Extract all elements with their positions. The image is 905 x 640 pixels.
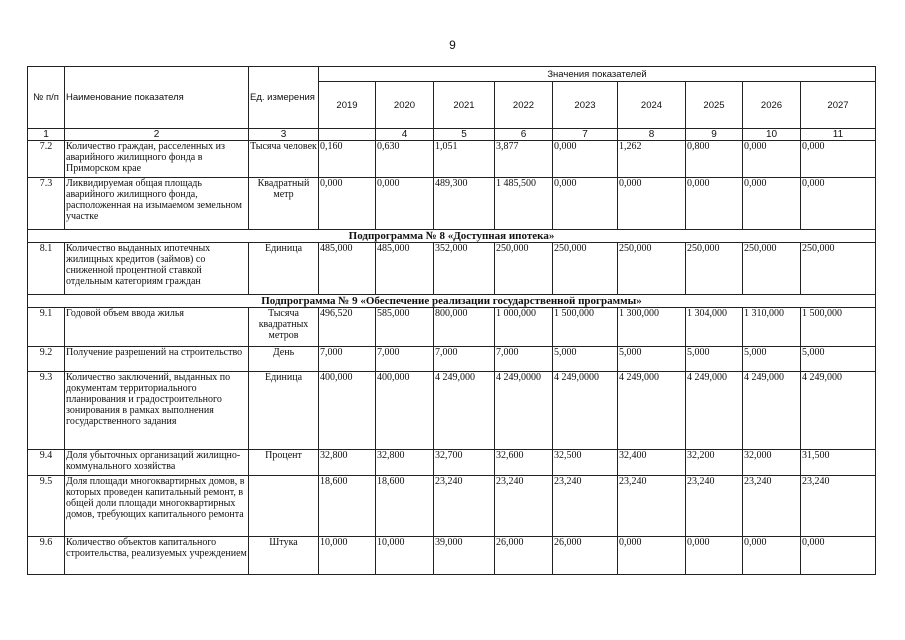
row-number: 7.2 bbox=[28, 141, 65, 178]
indicator-value: 23,240 bbox=[801, 476, 876, 537]
table-row bbox=[28, 178, 876, 230]
indicator-value: 0,000 bbox=[801, 178, 876, 230]
indicator-value: 0,000 bbox=[686, 178, 743, 230]
indicator-value: 250,000 bbox=[743, 243, 801, 295]
indicator-value: 5,000 bbox=[743, 347, 801, 372]
column-number: 5 bbox=[434, 129, 495, 141]
indicator-name: Доля убыточных организаций жилищно-коммунального хозяйства bbox=[65, 450, 249, 476]
unit-of-measure: Процент bbox=[249, 450, 319, 476]
row-number: 7.3 bbox=[28, 178, 65, 230]
indicator-value: 10,000 bbox=[376, 537, 434, 575]
indicator-value: 0,000 bbox=[553, 178, 618, 230]
indicator-value: 0,000 bbox=[743, 178, 801, 230]
header-year: 2024 bbox=[618, 82, 686, 129]
indicator-value: 250,000 bbox=[686, 243, 743, 295]
column-number: 1 bbox=[28, 129, 65, 141]
column-number: 3 bbox=[249, 129, 319, 141]
table-row bbox=[28, 308, 876, 347]
indicator-value: 4 249,000 bbox=[743, 372, 801, 450]
unit-of-measure: Тысяча квадратных метров bbox=[249, 308, 319, 347]
indicator-value: 1 300,000 bbox=[618, 308, 686, 347]
subprogram-header-row bbox=[28, 295, 876, 308]
indicator-value: 5,000 bbox=[618, 347, 686, 372]
indicator-value: 32,700 bbox=[434, 450, 495, 476]
indicator-value: 32,800 bbox=[376, 450, 434, 476]
header-year: 2023 bbox=[553, 82, 618, 129]
indicator-value: 5,000 bbox=[801, 347, 876, 372]
unit-of-measure bbox=[249, 476, 319, 537]
indicator-value: 23,240 bbox=[618, 476, 686, 537]
indicator-name: Годовой объем ввода жилья bbox=[65, 308, 249, 347]
header-name: Наименование показателя bbox=[65, 67, 249, 129]
column-number: 11 bbox=[801, 129, 876, 141]
indicator-value: 0,800 bbox=[686, 141, 743, 178]
indicator-value: 4 249,000 bbox=[618, 372, 686, 450]
table-row bbox=[28, 450, 876, 476]
row-number: 9.6 bbox=[28, 537, 65, 575]
unit-of-measure: Единица bbox=[249, 243, 319, 295]
indicator-name: Количество выданных ипотечных жилищных кредитов (займов) со сниженной процентной ставкой отдельным категориям граждан bbox=[65, 243, 249, 295]
indicator-value: 0,000 bbox=[618, 537, 686, 575]
indicator-value: 0,000 bbox=[618, 178, 686, 230]
table-row bbox=[28, 141, 876, 178]
indicator-value: 0,000 bbox=[376, 178, 434, 230]
indicator-value: 489,300 bbox=[434, 178, 495, 230]
indicator-value: 0,000 bbox=[801, 141, 876, 178]
indicator-name: Количество граждан, расселенных из аварийного жилищного фонда в Приморском крае bbox=[65, 141, 249, 178]
subprogram-title: Подпрограмма № 9 «Обеспечение реализации государственной программы» bbox=[28, 295, 876, 308]
indicator-value: 0,000 bbox=[553, 141, 618, 178]
column-number: 2 bbox=[65, 129, 249, 141]
indicator-value: 32,600 bbox=[495, 450, 553, 476]
indicator-value: 18,600 bbox=[376, 476, 434, 537]
indicator-value: 7,000 bbox=[495, 347, 553, 372]
indicator-value: 250,000 bbox=[801, 243, 876, 295]
indicator-value: 1,262 bbox=[618, 141, 686, 178]
column-number: 9 bbox=[686, 129, 743, 141]
indicator-value: 4 249,000 bbox=[434, 372, 495, 450]
indicator-value: 7,000 bbox=[376, 347, 434, 372]
indicator-value: 0,000 bbox=[743, 537, 801, 575]
indicator-value: 32,400 bbox=[618, 450, 686, 476]
row-number: 9.2 bbox=[28, 347, 65, 372]
indicator-value: 32,800 bbox=[319, 450, 376, 476]
indicator-value: 10,000 bbox=[319, 537, 376, 575]
indicator-value: 23,240 bbox=[743, 476, 801, 537]
header-year: 2026 bbox=[743, 82, 801, 129]
indicator-value: 23,240 bbox=[434, 476, 495, 537]
column-number: 6 bbox=[495, 129, 553, 141]
indicator-value: 585,000 bbox=[376, 308, 434, 347]
indicator-value: 7,000 bbox=[319, 347, 376, 372]
indicator-value: 0,630 bbox=[376, 141, 434, 178]
row-number: 9.3 bbox=[28, 372, 65, 450]
header-year: 2025 bbox=[686, 82, 743, 129]
column-number: 7 bbox=[553, 129, 618, 141]
indicator-value: 23,240 bbox=[495, 476, 553, 537]
indicator-value: 7,000 bbox=[434, 347, 495, 372]
indicator-value: 1 310,000 bbox=[743, 308, 801, 347]
indicator-value: 496,520 bbox=[319, 308, 376, 347]
indicator-value: 1 500,000 bbox=[553, 308, 618, 347]
row-number: 8.1 bbox=[28, 243, 65, 295]
header-values-group: Значения показателей bbox=[319, 67, 876, 82]
indicator-name: Количество заключений, выданных по документам территориального планирования и градостроительного зонирования в рамках выполнения государственного задания bbox=[65, 372, 249, 450]
row-number: 9.5 bbox=[28, 476, 65, 537]
indicator-name: Получение разрешений на строительство bbox=[65, 347, 249, 372]
indicator-value: 0,160 bbox=[319, 141, 376, 178]
row-number: 9.4 bbox=[28, 450, 65, 476]
indicator-value: 26,000 bbox=[553, 537, 618, 575]
indicator-value: 1 485,500 bbox=[495, 178, 553, 230]
indicator-value: 3,877 bbox=[495, 141, 553, 178]
unit-of-measure: День bbox=[249, 347, 319, 372]
indicator-value: 250,000 bbox=[618, 243, 686, 295]
indicator-value: 1,051 bbox=[434, 141, 495, 178]
indicator-value: 5,000 bbox=[686, 347, 743, 372]
header-year: 2027 bbox=[801, 82, 876, 129]
indicator-value: 4 249,0000 bbox=[495, 372, 553, 450]
indicator-value: 18,600 bbox=[319, 476, 376, 537]
page-number: 9 bbox=[449, 38, 456, 52]
indicators-table bbox=[27, 66, 876, 575]
indicator-value: 800,000 bbox=[434, 308, 495, 347]
subprogram-header-row bbox=[28, 230, 876, 243]
indicator-value: 0,000 bbox=[686, 537, 743, 575]
indicator-value: 23,240 bbox=[686, 476, 743, 537]
header-year: 2020 bbox=[376, 82, 434, 129]
header-num: № п/п bbox=[28, 67, 65, 129]
unit-of-measure: Тысяча человек bbox=[249, 141, 319, 178]
table-row bbox=[28, 243, 876, 295]
indicator-name: Доля площади многоквартирных домов, в которых проведен капитальный ремонт, в общей доли площади многоквартирных домов, требующих капитального ремонта bbox=[65, 476, 249, 537]
indicator-name: Количество объектов капитального строительства, реализуемых учреждением bbox=[65, 537, 249, 575]
column-number: 10 bbox=[743, 129, 801, 141]
indicator-value: 4 249,000 bbox=[801, 372, 876, 450]
indicator-value: 26,000 bbox=[495, 537, 553, 575]
column-number bbox=[319, 129, 376, 141]
indicator-value: 400,000 bbox=[376, 372, 434, 450]
subprogram-title: Подпрограмма № 8 «Доступная ипотека» bbox=[28, 230, 876, 243]
column-number: 8 bbox=[618, 129, 686, 141]
indicator-value: 0,000 bbox=[319, 178, 376, 230]
indicator-value: 23,240 bbox=[553, 476, 618, 537]
indicator-value: 4 249,0000 bbox=[553, 372, 618, 450]
indicator-value: 1 304,000 bbox=[686, 308, 743, 347]
indicator-value: 0,000 bbox=[743, 141, 801, 178]
header-year: 2021 bbox=[434, 82, 495, 129]
indicator-value: 250,000 bbox=[495, 243, 553, 295]
indicator-value: 352,000 bbox=[434, 243, 495, 295]
indicator-value: 485,000 bbox=[319, 243, 376, 295]
indicator-value: 250,000 bbox=[553, 243, 618, 295]
indicator-value: 4 249,000 bbox=[686, 372, 743, 450]
indicator-value: 31,500 bbox=[801, 450, 876, 476]
indicator-name: Ликвидируемая общая площадь аварийного жилищного фонда, расположенная на изымаемом земельном участке bbox=[65, 178, 249, 230]
header-unit: Ед. измерения bbox=[249, 67, 319, 129]
row-number: 9.1 bbox=[28, 308, 65, 347]
table-row bbox=[28, 537, 876, 575]
indicator-value: 0,000 bbox=[801, 537, 876, 575]
header-year: 2022 bbox=[495, 82, 553, 129]
unit-of-measure: Квадратный метр bbox=[249, 178, 319, 230]
header-year: 2019 bbox=[319, 82, 376, 129]
indicator-value: 32,500 bbox=[553, 450, 618, 476]
column-number: 4 bbox=[376, 129, 434, 141]
indicator-value: 32,200 bbox=[686, 450, 743, 476]
table-row bbox=[28, 372, 876, 450]
indicator-value: 1 500,000 bbox=[801, 308, 876, 347]
table-row bbox=[28, 476, 876, 537]
indicator-value: 485,000 bbox=[376, 243, 434, 295]
indicator-value: 1 000,000 bbox=[495, 308, 553, 347]
indicator-value: 32,000 bbox=[743, 450, 801, 476]
indicator-value: 39,000 bbox=[434, 537, 495, 575]
indicator-value: 5,000 bbox=[553, 347, 618, 372]
table-row bbox=[28, 347, 876, 372]
unit-of-measure: Штука bbox=[249, 537, 319, 575]
indicator-value: 400,000 bbox=[319, 372, 376, 450]
unit-of-measure: Единица bbox=[249, 372, 319, 450]
